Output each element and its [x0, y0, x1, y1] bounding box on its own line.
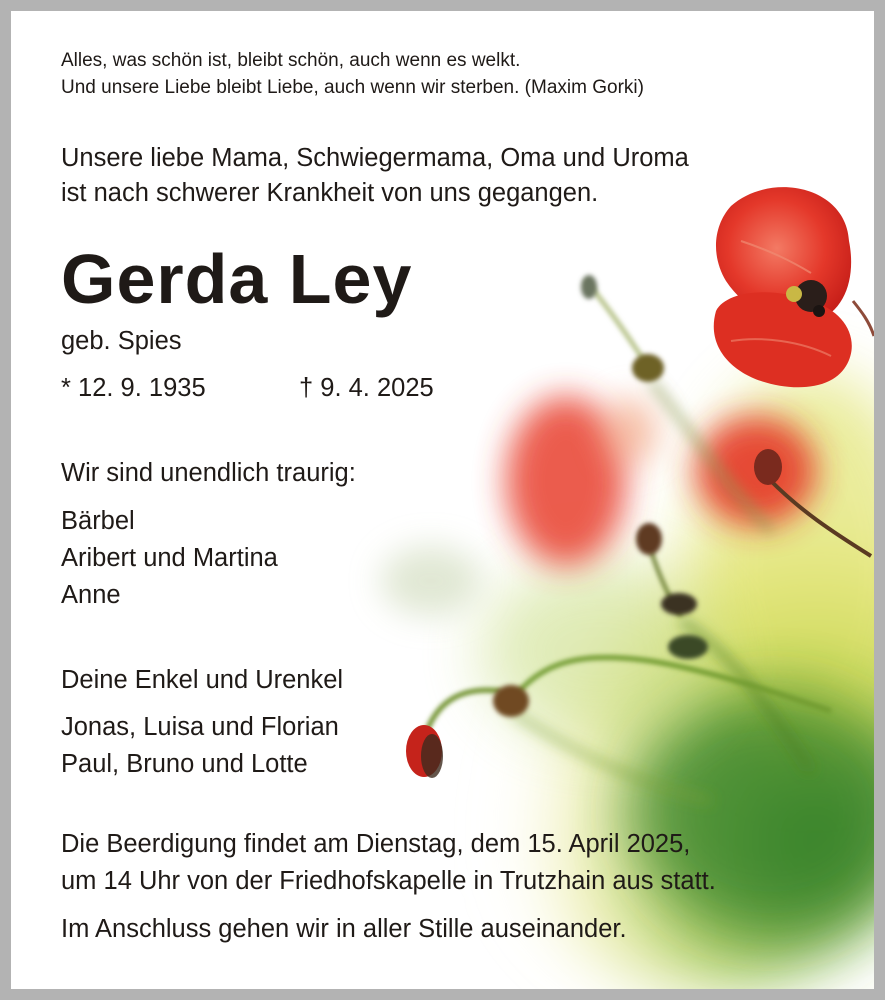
funeral-line-1: Die Beerdigung findet am Dienstag, dem 15. April 2025, [61, 830, 691, 858]
obituary-card [11, 11, 874, 989]
birth-date: * 12. 9. 1935 [61, 374, 206, 402]
poppy-flower [714, 187, 852, 387]
grandchildren-heading: Deine Enkel und Urenkel [61, 666, 344, 694]
funeral-line-2: um 14 Uhr von der Friedhofskapelle in Trutzhain aus statt. [61, 867, 716, 895]
grandchildren-names: Paul, Bruno und Lotte [61, 750, 308, 778]
quote-line-1: Alles, was schön ist, bleibt schön, auch wenn es welkt. [61, 50, 521, 71]
intro-line-1: Unsere liebe Mama, Schwiegermama, Oma und Uroma [61, 144, 689, 172]
mourners-heading: Wir sind unendlich traurig: [61, 459, 356, 487]
life-dates [61, 370, 434, 407]
mourner-name: Bärbel [61, 507, 135, 535]
quote-line-2: Und unsere Liebe bleibt Liebe, auch wenn wir sterben. (Maxim Gorki) [61, 77, 644, 98]
death-date: † 9. 4. 2025 [299, 374, 434, 402]
mourner-name: Anne [61, 581, 121, 609]
maiden-name: geb. Spies [61, 327, 182, 355]
deceased-name: Gerda Ley [61, 240, 413, 318]
mourner-name: Aribert und Martina [61, 544, 278, 572]
grandchildren-names: Jonas, Luisa und Florian [61, 713, 339, 741]
intro-line-2: ist nach schwerer Krankheit von uns gegangen. [61, 179, 599, 207]
closing-line: Im Anschluss gehen wir in aller Stille auseinander. [61, 915, 627, 943]
